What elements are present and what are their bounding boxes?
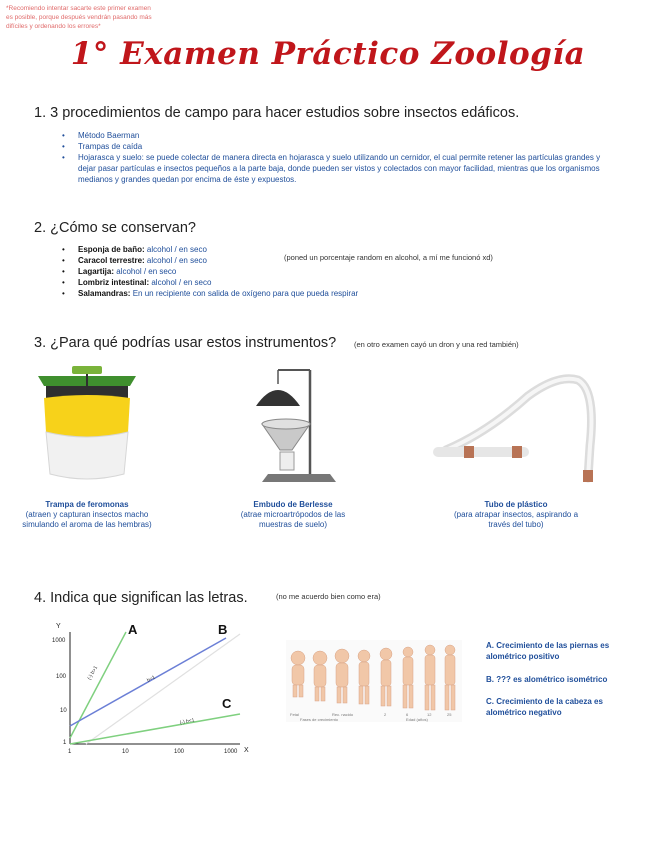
line-label-b: b=1 <box>146 674 157 684</box>
image-label: Fetal <box>290 712 299 717</box>
line-c <box>70 714 240 744</box>
letter-b: B <box>218 622 228 637</box>
x-tick: 100 <box>174 749 185 755</box>
x-tick: 1000 <box>224 749 238 755</box>
answer-a: A. Crecimiento de las piernas es alométrico positivo <box>486 641 610 661</box>
question-2-heading: 2. ¿Cómo se conservan? <box>34 220 196 236</box>
list-item: • Esponja de baño: alcohol / en seco <box>62 244 482 255</box>
y-tick: 1000 <box>52 638 66 644</box>
list-item: • Trampas de caída <box>62 141 614 152</box>
image-label: Rec. nacido <box>332 712 354 717</box>
x-axis-label: X <box>244 747 249 754</box>
image-label: Edad (años) <box>406 717 428 722</box>
caption-aspirator-tube: Tubo de plástico (para atrapar insectos, aspirando a través del tubo) <box>453 500 579 529</box>
berlese-funnel-image <box>248 366 338 486</box>
list-item: • Salamandras: En un recipiente con salida de oxígeno para que pueda respirar <box>62 288 482 299</box>
list-item: • Caracol terrestre: alcohol / en seco <box>62 255 482 266</box>
list-item: • Método Baerman <box>62 130 614 141</box>
list-item: • Hojarasca y suelo: se puede colectar de manera directa en hojarasca y suelo utilizando un cernidor, el cual permite retener las partículas grandes y dejar pasar partículas e insectos pequeños a la parte baja, donde pueden ser vistos y colectados con mayor facilidad, mientras que los organismos medianos y grandes quedan por encima de éste y expuestos. <box>62 152 614 185</box>
aspirator-tube-image <box>428 366 606 486</box>
question-1-list <box>62 130 614 185</box>
line-label-c: (-) b<1 <box>179 717 195 726</box>
list-item: • Lombriz intestinal: alcohol / en seco <box>62 277 482 288</box>
y-tick: 100 <box>56 674 67 680</box>
question-2-note: (poned un porcentaje random en alcohol, a mí me funcionó xd) <box>284 253 493 262</box>
y-tick: 1 <box>63 740 67 746</box>
caption-pheromone-trap: Trampa de feromonas (atraen y capturan insectos macho simulando el aroma de las hembras) <box>22 500 152 529</box>
x-tick: 10 <box>122 749 129 755</box>
image-label: 12 <box>427 712 432 717</box>
margin-note: *Recomiendo intentar sacarte este primer examen es posible, porque después vendrán pasando más difíciles y ordenando los errores* <box>6 5 152 30</box>
image-label: 2 <box>384 712 387 717</box>
caption-berlese-funnel: Embudo de Berlesse (atrae microartrópodos de las muestras de suelo) <box>240 500 346 529</box>
allometry-graph <box>50 618 260 758</box>
question-3-heading: 3. ¿Para qué podrías usar estos instrumentos? <box>34 335 337 351</box>
image-label: 6 <box>406 712 409 717</box>
y-tick: 10 <box>60 708 67 714</box>
page-title: 1° Examen Práctico Zoología <box>70 36 586 72</box>
question-1-heading: 1. 3 procedimientos de campo para hacer estudios sobre insectos edáficos. <box>34 105 520 121</box>
letter-c: C <box>222 696 232 711</box>
x-tick: 1 <box>68 749 72 755</box>
list-item: • Lagartija: alcohol / en seco <box>62 266 482 277</box>
image-label: Fases de crecimiento <box>300 717 339 722</box>
line-label-a: (-) b>1 <box>86 665 100 681</box>
body-proportions-image <box>286 640 462 722</box>
question-3-note: (en otro examen cayó un dron y una red también) <box>354 340 519 349</box>
answer-c: C. Crecimiento de la cabeza es alométrico negativo <box>486 697 603 717</box>
answer-b: B. ??? es alométrico isométrico <box>486 675 608 684</box>
y-axis-label: Y <box>56 623 61 630</box>
question-4-heading: 4. Indica que significan las letras. <box>34 590 248 606</box>
pheromone-trap-image <box>32 362 142 487</box>
question-4-note: (no me acuerdo bien como era) <box>276 592 381 601</box>
image-label: 25 <box>447 712 452 717</box>
letter-a: A <box>128 622 138 637</box>
